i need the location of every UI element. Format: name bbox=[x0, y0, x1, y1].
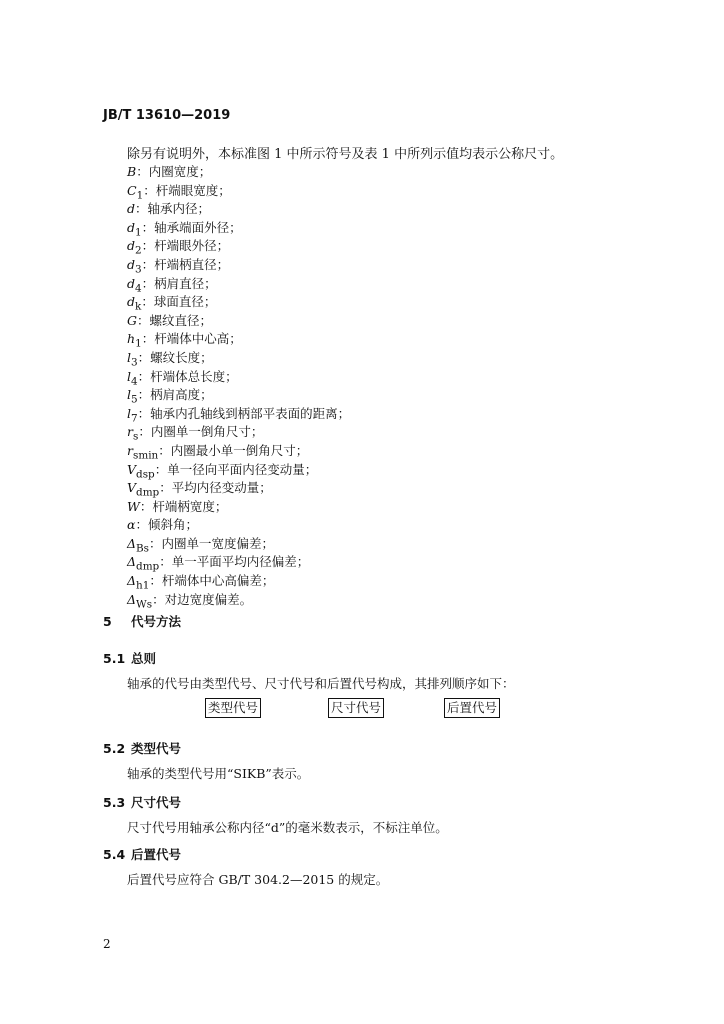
section-number: 5.2 bbox=[103, 741, 126, 756]
symbol-subscript: k bbox=[135, 300, 142, 313]
section-5-2-body: 轴承的类型代号用“SIKB”表示。 bbox=[127, 766, 310, 781]
symbol-subscript: 2 bbox=[135, 244, 142, 257]
symbol: l bbox=[127, 368, 131, 384]
page-number: 2 bbox=[103, 937, 111, 951]
definition-text: ：单一径向平面内径变动量； bbox=[154, 461, 318, 477]
definition-text: ：轴承内径； bbox=[135, 201, 211, 217]
symbol-subscript: 1 bbox=[136, 189, 144, 202]
definition-text: ：内圈单一宽度偏差； bbox=[149, 535, 275, 551]
symbol: h bbox=[127, 331, 136, 347]
definition-text: ：对边宽度偏差。 bbox=[152, 591, 253, 607]
definition-text: ：杆端体总长度； bbox=[137, 368, 238, 384]
symbol: B bbox=[127, 164, 137, 179]
code-order-boxes bbox=[0, 698, 724, 720]
symbol-subscript: Bs bbox=[136, 542, 150, 555]
definition-text: ：杆端眼宽度； bbox=[143, 182, 231, 198]
symbol: d bbox=[127, 275, 136, 291]
symbol-subscript: 1 bbox=[135, 226, 142, 239]
symbol-subscript: dmp bbox=[136, 560, 160, 573]
symbol-definition-item bbox=[127, 312, 350, 331]
symbol-definition-item bbox=[127, 423, 350, 442]
symbol: l bbox=[127, 387, 131, 403]
symbol-definition-item bbox=[127, 219, 350, 238]
symbol: V bbox=[127, 480, 137, 496]
symbol-definition-item bbox=[127, 405, 350, 424]
symbol-subscript: 3 bbox=[135, 263, 142, 276]
section-number: 5.3 bbox=[103, 795, 126, 810]
definition-text: ：单一平面平均内径偏差； bbox=[159, 554, 310, 570]
definition-text: ：柄肩高度； bbox=[137, 387, 213, 403]
section-number: 5.4 bbox=[103, 847, 126, 862]
section-title: 后置代号 bbox=[131, 847, 182, 862]
symbol-definition-item bbox=[127, 516, 350, 535]
suffix-code-box: 后置代号 bbox=[444, 698, 500, 718]
symbol: d bbox=[127, 238, 136, 254]
symbol: Δ bbox=[127, 591, 137, 607]
definition-text: ：杆端体中心高偏差； bbox=[149, 573, 275, 589]
symbol-definition-item bbox=[127, 368, 350, 387]
symbol: r bbox=[127, 442, 133, 458]
definition-text: ：平均内径变动量； bbox=[159, 480, 272, 496]
symbol-subscript: s bbox=[132, 430, 139, 443]
symbol-definition-item bbox=[127, 479, 350, 498]
section-title: 总则 bbox=[131, 651, 157, 666]
symbol-definition-item bbox=[127, 163, 350, 182]
symbol-definition-item bbox=[127, 461, 350, 480]
definition-text: ：轴承内孔轴线到柄部平表面的距离； bbox=[137, 405, 351, 421]
symbol: r bbox=[127, 424, 133, 440]
definition-text: ：内圈最小单一倒角尺寸； bbox=[158, 442, 309, 458]
definition-text: ：杆端眼外径； bbox=[141, 238, 230, 254]
symbol-subscript: 3 bbox=[131, 356, 138, 369]
symbol-definition-item bbox=[127, 535, 350, 554]
definition-text: ：杆端柄直径； bbox=[141, 256, 230, 272]
definition-text: ：螺纹长度； bbox=[137, 349, 213, 365]
size-code-box: 尺寸代号 bbox=[328, 698, 384, 718]
definition-text: ：球面直径； bbox=[141, 294, 217, 310]
symbol: d bbox=[127, 256, 136, 272]
symbol-subscript: h1 bbox=[136, 579, 150, 592]
section-title: 代号方法 bbox=[131, 614, 182, 629]
section-5-3-heading bbox=[103, 793, 181, 811]
symbol: C bbox=[127, 182, 137, 198]
symbol-subscript: 5 bbox=[131, 393, 138, 406]
symbol-subscript: smin bbox=[132, 449, 159, 462]
section-5-2-heading bbox=[103, 739, 181, 757]
standard-header: JB/T 13610—2019 bbox=[103, 108, 231, 123]
symbol-definition-item bbox=[127, 572, 350, 591]
symbol: V bbox=[127, 461, 137, 477]
definition-text: ：轴承端面外径； bbox=[141, 219, 242, 235]
symbol-subscript: 4 bbox=[131, 375, 138, 388]
symbol: Δ bbox=[127, 573, 137, 589]
symbol-definitions-list bbox=[127, 163, 350, 609]
symbol: α bbox=[127, 517, 136, 533]
symbol: l bbox=[127, 349, 131, 365]
section-5-4-heading bbox=[103, 845, 181, 863]
symbol-definition-item bbox=[127, 200, 350, 219]
symbol-definition-item bbox=[127, 553, 350, 572]
symbol-definition-item bbox=[127, 330, 350, 349]
section-5-1-body: 轴承的代号由类型代号、尺寸代号和后置代号构成，其排列顺序如下： bbox=[127, 676, 515, 691]
section-number: 5 bbox=[103, 614, 112, 629]
symbol: Δ bbox=[127, 535, 137, 551]
symbol-subscript: 1 bbox=[135, 337, 142, 350]
symbol-subscript: dmp bbox=[136, 486, 160, 499]
symbol-subscript: 7 bbox=[131, 412, 138, 425]
symbol-subscript: 4 bbox=[135, 282, 142, 295]
symbol-definition-item bbox=[127, 293, 350, 312]
section-title: 类型代号 bbox=[131, 741, 182, 756]
symbol: W bbox=[127, 498, 140, 514]
symbol: d bbox=[127, 201, 136, 217]
symbol-definition-item bbox=[127, 275, 350, 294]
symbol-definition-item bbox=[127, 386, 350, 405]
definition-text: ：内圈单一倒角尺寸； bbox=[138, 424, 264, 440]
symbol-definition-item bbox=[127, 237, 350, 256]
symbol: l bbox=[127, 405, 131, 421]
definition-text: ：倾斜角； bbox=[135, 517, 198, 533]
symbol-subscript: dsp bbox=[136, 468, 155, 480]
definition-text: ：内圈宽度； bbox=[136, 164, 212, 179]
section-number: 5.1 bbox=[103, 651, 126, 666]
section-title: 尺寸代号 bbox=[131, 795, 182, 810]
symbol-definition-item bbox=[127, 349, 350, 368]
intro-paragraph: 除另有说明外，本标准图 1 中所示符号及表 1 中所列示值均表示公称尺寸。 bbox=[127, 147, 564, 162]
definition-text: ：柄肩直径； bbox=[141, 275, 217, 291]
symbol-subscript: Ws bbox=[136, 598, 153, 611]
symbol-definition-item bbox=[127, 182, 350, 201]
section-5-heading bbox=[103, 612, 181, 630]
symbol-definition-item bbox=[127, 591, 350, 610]
section-5-4-body: 后置代号应符合 GB/T 304.2—2015 的规定。 bbox=[127, 872, 389, 887]
symbol: Δ bbox=[127, 554, 137, 570]
section-5-3-body: 尺寸代号用轴承公称内径“d”的毫米数表示，不标注单位。 bbox=[127, 820, 448, 835]
definition-text: ：螺纹直径； bbox=[137, 312, 213, 328]
symbol-definition-item bbox=[127, 442, 350, 461]
definition-text: ：杆端体中心高； bbox=[141, 331, 242, 347]
symbol: d bbox=[127, 294, 136, 310]
section-5-1-heading bbox=[103, 649, 156, 667]
type-code-box: 类型代号 bbox=[205, 698, 261, 718]
symbol: G bbox=[127, 312, 137, 328]
symbol-definition-item bbox=[127, 256, 350, 275]
symbol-definition-item bbox=[127, 498, 350, 517]
definition-text: ：杆端柄宽度； bbox=[139, 498, 228, 514]
symbol: d bbox=[127, 219, 136, 235]
